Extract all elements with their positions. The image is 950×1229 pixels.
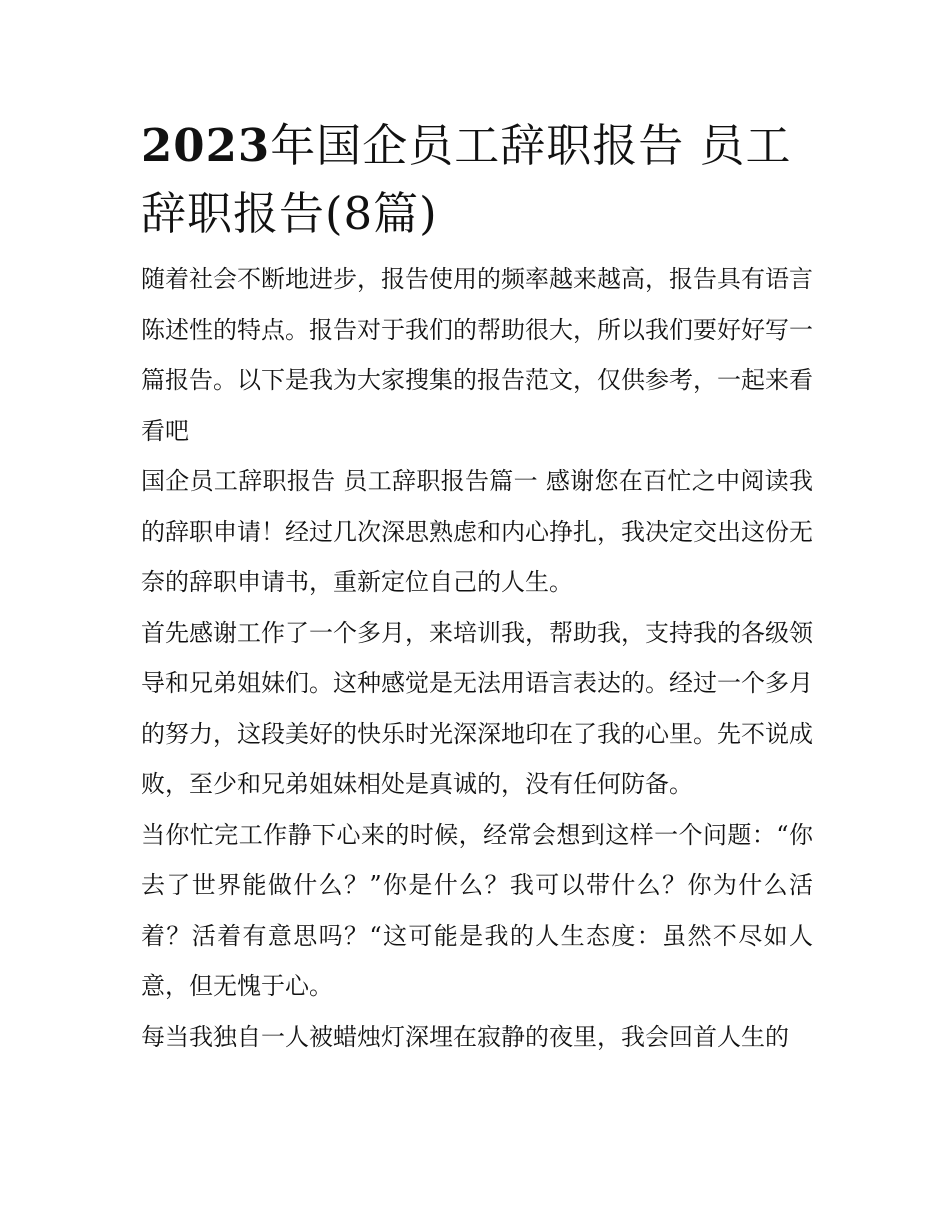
paragraph-thanks: 首先感谢工作了一个多月，来培训我，帮助我，支持我的各级领导和兄弟姐妹们。这种感觉是无法用语言表达的。经过一个多月的努力，这段美好的快乐时光深深地印在了我的心里。先不说成败，至少和兄弟姐妹相处是真诚的，没有任何防备。: [141, 618, 813, 798]
document-title: [141, 112, 813, 248]
paragraph-reflection: 当你忙完工作静下心来的时候，经常会想到这样一个问题：“你去了世界能做什么？”你是什么？我可以带什么？你为什么活着？活着有意思吗？“这可能是我的人生态度：虽然不尽如人意，但无愧于心。: [141, 820, 813, 1000]
paragraph-night: 每当我独自一人被蜡烛灯深埋在寂静的夜里，我会回首人生的: [141, 1022, 789, 1051]
document-body: [141, 112, 813, 1062]
paragraph-article-one-opening: 国企员工辞职报告 员工辞职报告篇一 感谢您在百忙之中阅读我的辞职申请！经过几次深思熟虑和内心挣扎，我决定交出这份无奈的辞职申请书，重新定位自己的人生。: [141, 467, 813, 596]
title-text: 年国企员工辞职报告 员工辞职报告(8篇): [141, 119, 792, 240]
paragraph-intro: 随着社会不断地进步，报告使用的频率越来越高，报告具有语言陈述性的特点。报告对于我们的帮助很大，所以我们要好好写一篇报告。以下是我为大家搜集的报告范文，仅供参考，一起来看看吧: [141, 265, 813, 445]
title-year: 2023: [141, 119, 271, 172]
